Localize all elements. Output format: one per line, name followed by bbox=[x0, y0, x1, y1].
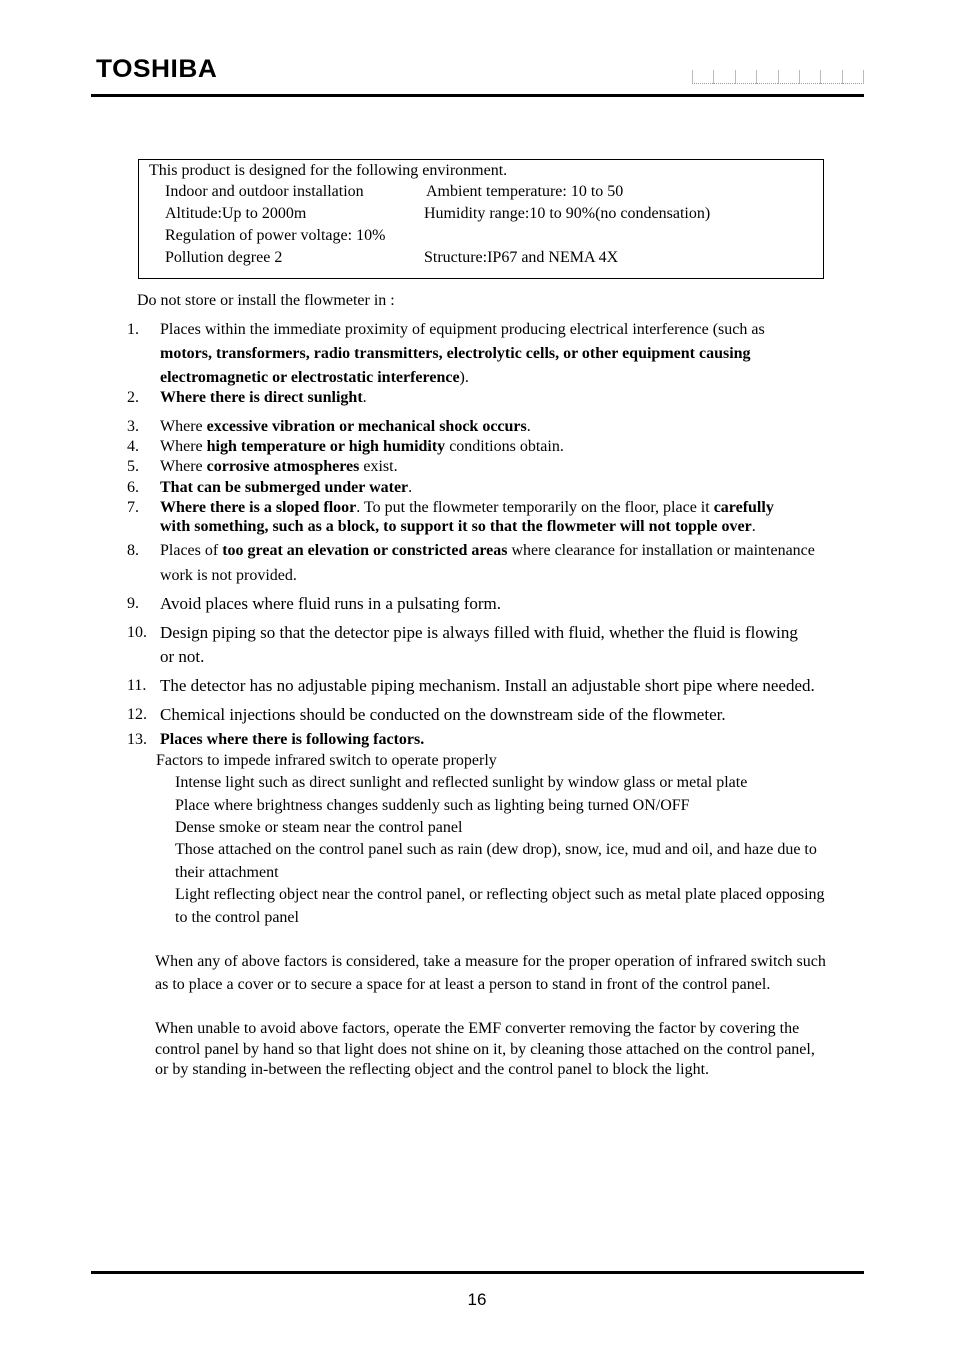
list-item-13: Places where there is following factors. bbox=[160, 731, 425, 748]
list-item-7-line2: with something, such as a block, to support it so that the flowmeter will not topple over. bbox=[160, 518, 756, 535]
item-number: 10. bbox=[127, 624, 147, 641]
factor-1: Intense light such as direct sunlight and reflected sunlight by window glass or metal plate bbox=[175, 774, 748, 791]
item-number: 3. bbox=[127, 418, 139, 435]
list-item-1: Places within the immediate proximity of equipment producing electrical interference (such as motors, transformers, radio transmitters, electrolytic cells, or other equipment causing electromagnetic or electrostatic interference). bbox=[160, 321, 765, 386]
list-item-12: Chemical injections should be conducted on the downstream side of the flowmeter. bbox=[160, 705, 726, 724]
item-number: 6. bbox=[127, 479, 139, 496]
item-number: 9. bbox=[127, 595, 139, 612]
factor-3: Dense smoke or steam near the control panel bbox=[175, 819, 463, 836]
environment-box bbox=[138, 159, 824, 279]
paragraph-2-line3: or by standing in-between the reflecting object and the control panel to block the light. bbox=[155, 1061, 710, 1078]
list-item-9: Avoid places where fluid runs in a pulsating form. bbox=[160, 594, 502, 613]
list-item-11: The detector has no adjustable piping mechanism. Install an adjustable short pipe where needed. bbox=[160, 676, 815, 695]
page-number: 16 bbox=[467, 1290, 487, 1309]
footer-rule bbox=[91, 1271, 864, 1274]
factor-5-line2: to the control panel bbox=[175, 909, 299, 926]
list-item-4: Where high temperature or high humidity conditions obtain. bbox=[160, 438, 564, 455]
list-item-5: Where corrosive atmospheres exist. bbox=[160, 458, 398, 475]
list-item-10-line1: Design piping so that the detector pipe is always filled with fluid, whether the fluid is flowing bbox=[160, 623, 798, 642]
list-item-6: That can be submerged under water. bbox=[160, 479, 413, 496]
paragraph-1-line1: When any of above factors is considered, take a measure for the proper operation of infrared switch such bbox=[155, 953, 826, 970]
factors-heading: Factors to impede infrared switch to operate properly bbox=[156, 752, 497, 769]
env-intro: This product is designed for the following environment. bbox=[149, 162, 508, 179]
list-item-10-line2: or not. bbox=[160, 647, 205, 666]
item-number: 5. bbox=[127, 458, 139, 475]
factor-5-line1: Light reflecting object near the control panel, or reflecting object such as metal plate placed opposing bbox=[175, 886, 825, 903]
factor-4-line1: Those attached on the control panel such as rain (dew drop), snow, ice, mud and oil, and haze due to bbox=[175, 841, 817, 858]
item-number: 2. bbox=[127, 389, 139, 406]
env-row2-left: Altitude:Up to 2000m bbox=[165, 205, 307, 222]
list-item-7-line1: Where there is a sloped floor. To put the flowmeter temporarily on the floor, place it carefully bbox=[160, 499, 774, 516]
item-number: 11. bbox=[127, 677, 147, 694]
list-item-8-line1: Places of too great an elevation or constricted areas where clearance for installation or maintenance bbox=[160, 542, 815, 559]
item-number: 1. bbox=[127, 321, 139, 338]
env-row4-left: Pollution degree 2 bbox=[165, 249, 283, 266]
item-number: 7. bbox=[127, 499, 139, 516]
factor-2: Place where brightness changes suddenly such as lighting being turned ON/OFF bbox=[175, 797, 690, 814]
item-number: 13. bbox=[127, 731, 147, 748]
header-revision-boxes bbox=[692, 70, 864, 84]
env-row1-left: Indoor and outdoor installation bbox=[165, 183, 364, 200]
item-number: 4. bbox=[127, 438, 139, 455]
paragraph-2-line2: control panel by hand so that light does not shine on it, by cleaning those attached on the control panel, bbox=[155, 1041, 815, 1058]
env-row1-right: Ambient temperature: 10 to 50 bbox=[426, 183, 624, 200]
paragraph-2-line1: When unable to avoid above factors, operate the EMF converter removing the factor by covering the bbox=[155, 1020, 800, 1037]
env-row2-right: Humidity range:10 to 90%(no condensation) bbox=[424, 205, 711, 222]
list-item-3: Where excessive vibration or mechanical shock occurs. bbox=[160, 418, 531, 435]
item-number: 8. bbox=[127, 542, 139, 559]
list-item-2: Where there is direct sunlight. bbox=[160, 389, 367, 406]
env-row3-left: Regulation of power voltage: 10% bbox=[165, 227, 386, 244]
paragraph-1-line2: as to place a cover or to secure a space for at least a person to stand in front of the control panel. bbox=[155, 976, 771, 993]
item-number: 12. bbox=[127, 706, 147, 723]
header-rule bbox=[91, 94, 864, 97]
intro-line: Do not store or install the flowmeter in : bbox=[137, 292, 395, 309]
list-item-8-line2: work is not provided. bbox=[160, 567, 297, 584]
env-row4-right: Structure:IP67 and NEMA 4X bbox=[424, 249, 619, 266]
factor-4-line2: their attachment bbox=[175, 864, 279, 881]
toshiba-logo: TOSHIBA bbox=[96, 55, 218, 83]
